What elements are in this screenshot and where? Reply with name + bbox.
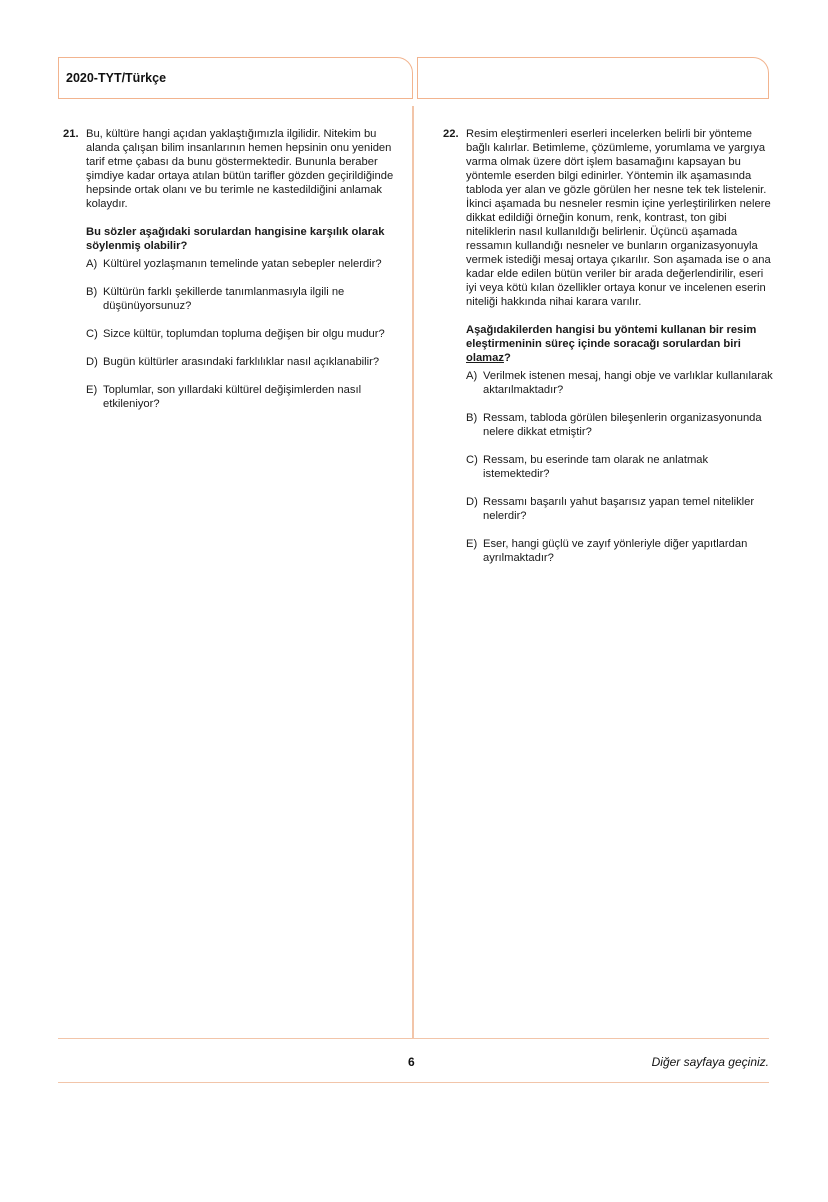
option-text: Ressamı başarılı yahut başarısız yapan temel nitelikler nelerdir? — [483, 496, 755, 522]
option-text: Ressam, bu eserinde tam olarak ne anlatmak istemektedir? — [483, 454, 709, 480]
option-letter: A) — [466, 370, 478, 382]
option-a[interactable] — [86, 257, 403, 271]
option-text: Toplumlar, son yıllardaki kültürel değişimlerden nasıl etkileniyor? — [103, 384, 362, 410]
page-number: 6 — [408, 1055, 415, 1069]
option-letter: E) — [466, 538, 478, 550]
option-text: Ressam, tabloda görülen bileşenlerin organizasyonunda nelere dikkat etmiştir? — [483, 412, 762, 438]
footer-rule-bottom — [58, 1082, 769, 1083]
option-b[interactable] — [86, 285, 403, 313]
page-title: 2020-TYT/Türkçe — [66, 71, 167, 85]
option-e[interactable] — [86, 383, 403, 411]
option-a[interactable] — [466, 369, 773, 397]
footer-rule-top — [58, 1038, 769, 1039]
header-right-box — [417, 57, 769, 99]
option-letter: D) — [86, 356, 98, 368]
option-letter: D) — [466, 496, 478, 508]
option-c[interactable] — [466, 453, 773, 481]
option-text: Kültürün farklı şekillerde tanımlanmasıyla ilgili ne düşünüyorsunuz? — [103, 286, 345, 312]
question-stem: Bu sözler aşağıdaki sorulardan hangisine karşılık olarak söylenmiş olabilir? — [86, 226, 385, 252]
question-stem — [466, 323, 773, 365]
question-passage: Bu, kültüre hangi açıdan yaklaştığımızla ilgilidir. Nitekim bu alanda çalışan bilim insanlarının hemen hepsinin onu yeniden tarif etme çabası da bunu göstermektedir. Bununla beraber şimdiye kadar ortaya atılan bütün tarifler gözden geçirildiğinde hepsinde ortak olanı ve bu terimle ne kastedildiğini anlamak kolaydır. — [86, 128, 394, 210]
question-21 — [63, 127, 403, 425]
option-text: Verilmek istenen mesaj, hangi obje ve varlıklar kullanılarak aktarılmaktadır? — [483, 370, 773, 396]
option-list — [466, 369, 773, 565]
question-number: 21. — [63, 128, 79, 140]
option-list — [86, 257, 403, 411]
option-text: Bugün kültürler arasındaki farklılıklar nasıl açıklanabilir? — [103, 356, 380, 368]
header-left-box — [58, 57, 413, 99]
option-letter: C) — [86, 328, 98, 340]
column-divider — [412, 106, 414, 1039]
option-text: Sizce kültür, toplumdan topluma değişen bir olgu mudur? — [103, 328, 385, 340]
option-e[interactable] — [466, 537, 773, 565]
question-22 — [443, 127, 773, 579]
stem-text: Aşağıdakilerden hangisi bu yöntemi kullanan bir resim eleştirmeninin süreç içinde soracağı sorulardan biri — [466, 324, 757, 350]
stem-emphasis: olamaz — [466, 352, 504, 364]
option-c[interactable] — [86, 327, 403, 341]
option-letter: B) — [466, 412, 478, 424]
option-letter: B) — [86, 286, 98, 298]
question-number: 22. — [443, 128, 459, 140]
option-text: Eser, hangi güçlü ve zayıf yönleriyle diğer yapıtlardan ayrılmaktadır? — [483, 538, 748, 564]
option-d[interactable] — [466, 495, 773, 523]
option-text: Kültürel yozlaşmanın temelinde yatan sebepler nelerdir? — [103, 258, 382, 270]
next-page-note: Diğer sayfaya geçiniz. — [651, 1055, 769, 1069]
stem-end: ? — [503, 352, 511, 364]
question-passage: Resim eleştirmenleri eserleri incelerken belirli bir yönteme bağlı kalırlar. Betimleme, çözümleme, yorumlama ve yargıya varma olmak üzere dört işlem basamağını kapsayan bu yöntemle eserden bilgi edinirler. Yöntemin ilk aşamasında tabloda yer alan ve gözle görülen her nesne tek tek listelenir. İkinci aşamada bu nesneler resmin içine yerleştirilirken nelere dikkat edildiği örneğin konum, renk, kontrast, ton gibi niteliklerin nasıl kullanıldığı belirlenir. Üçüncü aşamada ressamın kullandığı nesneler ve bunların organizasyonuyla vermek istediği mesaj ortaya çıkarılır. Son aşamada ise o ana kadar elde edilen bütün veriler bir arada değerlendirilir, eseri iyi veya kötü kılan özellikler ortaya konur ve incelenen eserin niteliği hakkında nihai karara varılır. — [466, 128, 771, 308]
option-d[interactable] — [86, 355, 403, 369]
option-letter: E) — [86, 384, 98, 396]
option-letter: A) — [86, 258, 98, 270]
option-letter: C) — [466, 454, 478, 466]
option-b[interactable] — [466, 411, 773, 439]
